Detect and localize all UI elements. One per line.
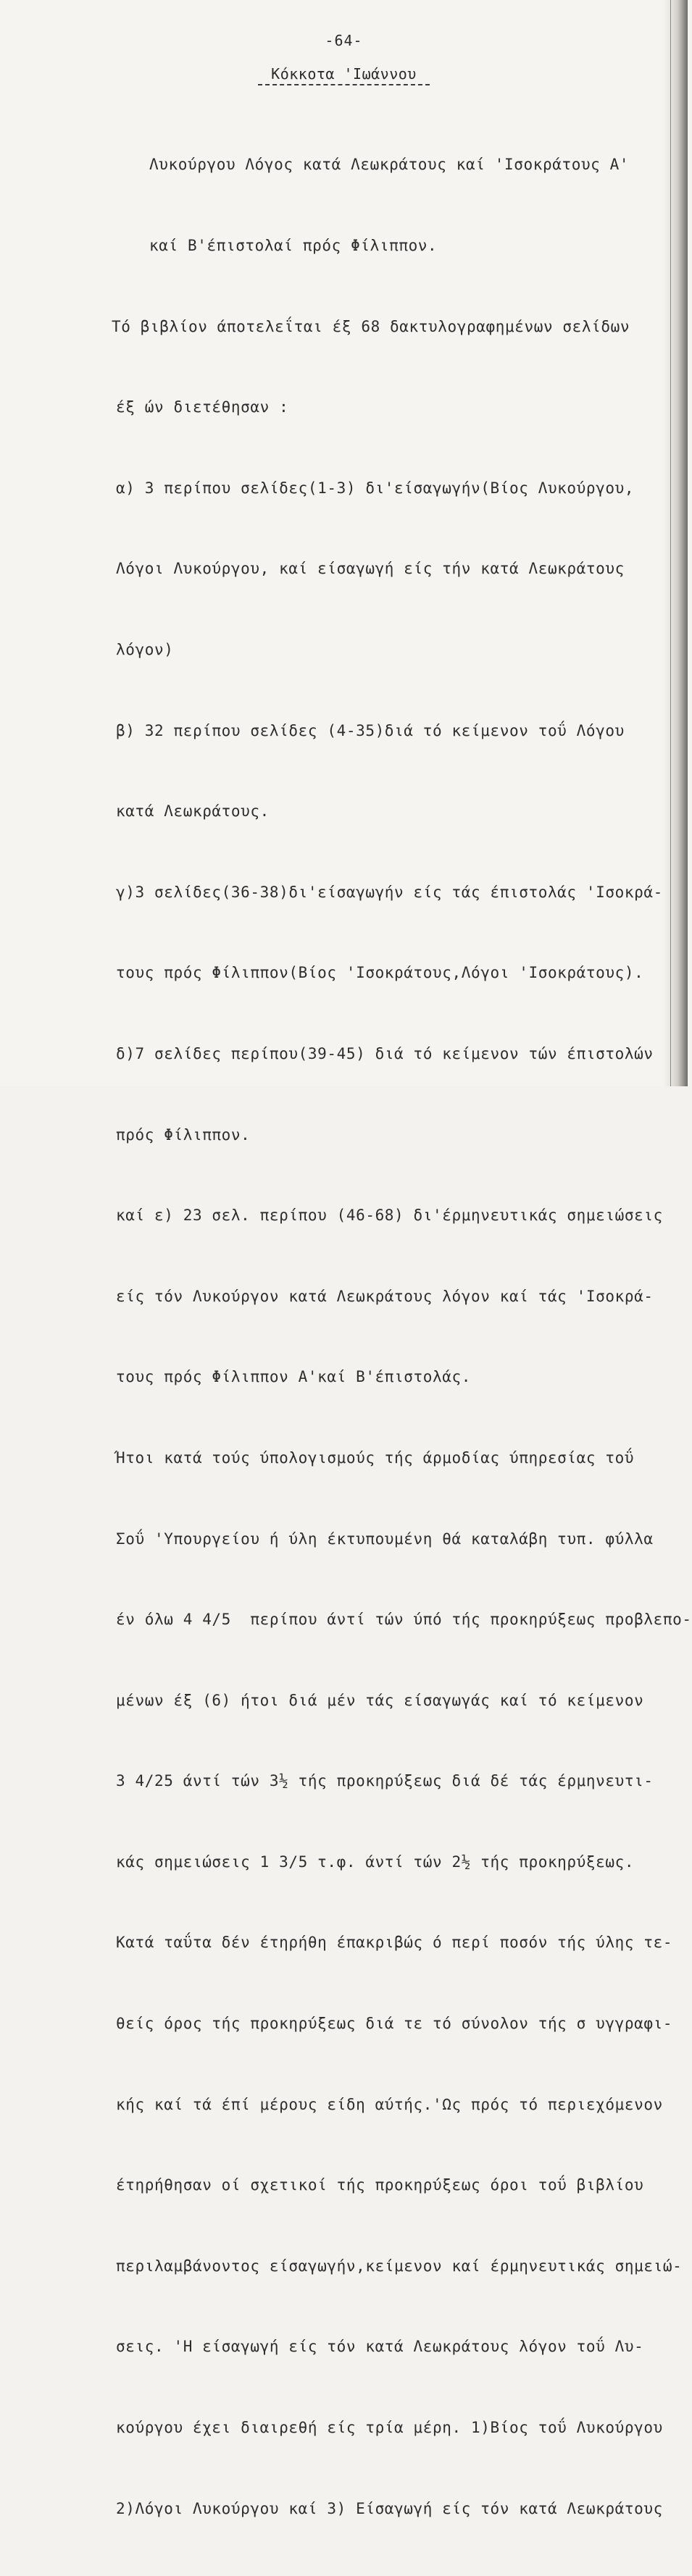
book-binding-edge	[663, 0, 688, 1086]
text-line: β) 32 περίπου σελίδες (4-35)διά τό κείμενον τοΰ Λόγου	[116, 721, 625, 739]
text-line: α) 3 περίπου σελίδες(1-3) δι'είσαγωγήν(Βίος Λυκούργου,	[116, 479, 635, 497]
author-name: Κόκκοτα 'Ιωάννου	[258, 65, 430, 85]
text-line: λόγον)	[116, 640, 174, 658]
text-line: είς τόν Λυκούργον κατά Λεωκράτους λόγον καί τάς 'Ισοκρά-	[116, 1287, 654, 1305]
text-line: γ)3 σελίδες(36-38)δι'είσαγωγήν είς τάς έπιστολάς 'Ισοκρά-	[116, 883, 663, 901]
text-line: κάς σημειώσεις 1 3/5 τ.φ. άντί τών 2½ τής προκηρύξεως.	[116, 1853, 635, 1871]
text-line: θείς όρος τής προκηρύξεως διά τε τό σύνολον τής σ υγγραφι-	[116, 2015, 673, 2033]
text-line: έτηρήθησαν οί σχετικοί τής προκηρύξεως όροι τοΰ βιβλίου	[116, 2176, 644, 2194]
text-line: καί Β'έπιστολαί πρός Φίλιππον.	[149, 237, 438, 254]
text-line: Τό βιβλίον άποτελεΐται έξ 68 δακτυλογραφημένων σελίδων	[112, 317, 630, 335]
text-line: έν όλω 4 4/5 περίπου άντί τών ύπό τής προκηρύξεως προβλεπο-	[116, 1611, 692, 1629]
text-line: Κατά ταΰτα δέν έτηρήθη έπακριβώς ό περί ποσόν τής ύλης τε-	[116, 1934, 673, 1952]
text-line: Σοΰ 'Υπουργείου ή ύλη έκτυπουμένη θά καταλάβη τυπ. φύλλα	[116, 1530, 654, 1548]
text-line: τους πρός Φίλιππον Α'καί Β'έπιστολάς.	[116, 1368, 471, 1386]
text-line: κής καί τά έπί μέρους είδη αύτής.'Ως πρός τό περιεχόμενον	[116, 2095, 663, 2113]
text-line: έξ ών διετέθησαν :	[116, 398, 289, 416]
page-number: -64-	[325, 32, 363, 49]
author-heading	[0, 65, 688, 83]
text-line: 3 4/25 άντί τών 3½ τής προκηρύξεως διά δέ τάς έρμηνευτι-	[116, 1772, 654, 1790]
text-line: Λόγοι Λυκούργου, καί είσαγωγή είς τήν κατά Λεωκράτους	[116, 560, 625, 578]
text-line: Ήτοι κατά τούς ύπολογισμούς τής άρμοδίας ύπηρεσίας τοΰ	[116, 1448, 635, 1467]
text-line: 2)Λόγοι Λυκούργου καί 3) Είσαγωγή είς τόν κατά Λεωκράτους	[116, 2499, 663, 2517]
text-line: κούργου έχει διαιρεθή είς τρία μέρη. 1)Βίος τοΰ Λυκούργου	[116, 2419, 663, 2437]
text-line: σεις. 'Η είσαγωγή είς τόν κατά Λεωκράτους λόγον τοΰ Λυ-	[116, 2338, 644, 2356]
text-line: κατά Λεωκράτους.	[116, 802, 270, 821]
text-line: πρός Φίλιππον.	[116, 1125, 251, 1144]
text-line: περιλαμβάνοντος είσαγωγήν,κείμενον καί έρμηνευτικάς σημειώ-	[116, 2257, 683, 2275]
text-line: μένων έξ (6) ήτοι διά μέν τάς είσαγωγάς καί τό κείμενον	[116, 1691, 644, 1709]
typewritten-body	[112, 98, 692, 2576]
text-line: δ)7 σελίδες περίπου(39-45) διά τό κείμενον τών έπιστολών	[116, 1044, 654, 1062]
text-line: Λυκούργου Λόγος κατά Λεωκράτους καί 'Ισοκράτους Α'	[149, 156, 630, 174]
text-line: καί ε) 23 σελ. περίπου (46-68) δι'έρμηνευτικάς σημειώσεις	[116, 1207, 663, 1225]
text-line: τους πρός Φίλιππον(Βίος 'Ισοκράτους,Λόγοι 'Ισοκράτους).	[116, 964, 644, 982]
